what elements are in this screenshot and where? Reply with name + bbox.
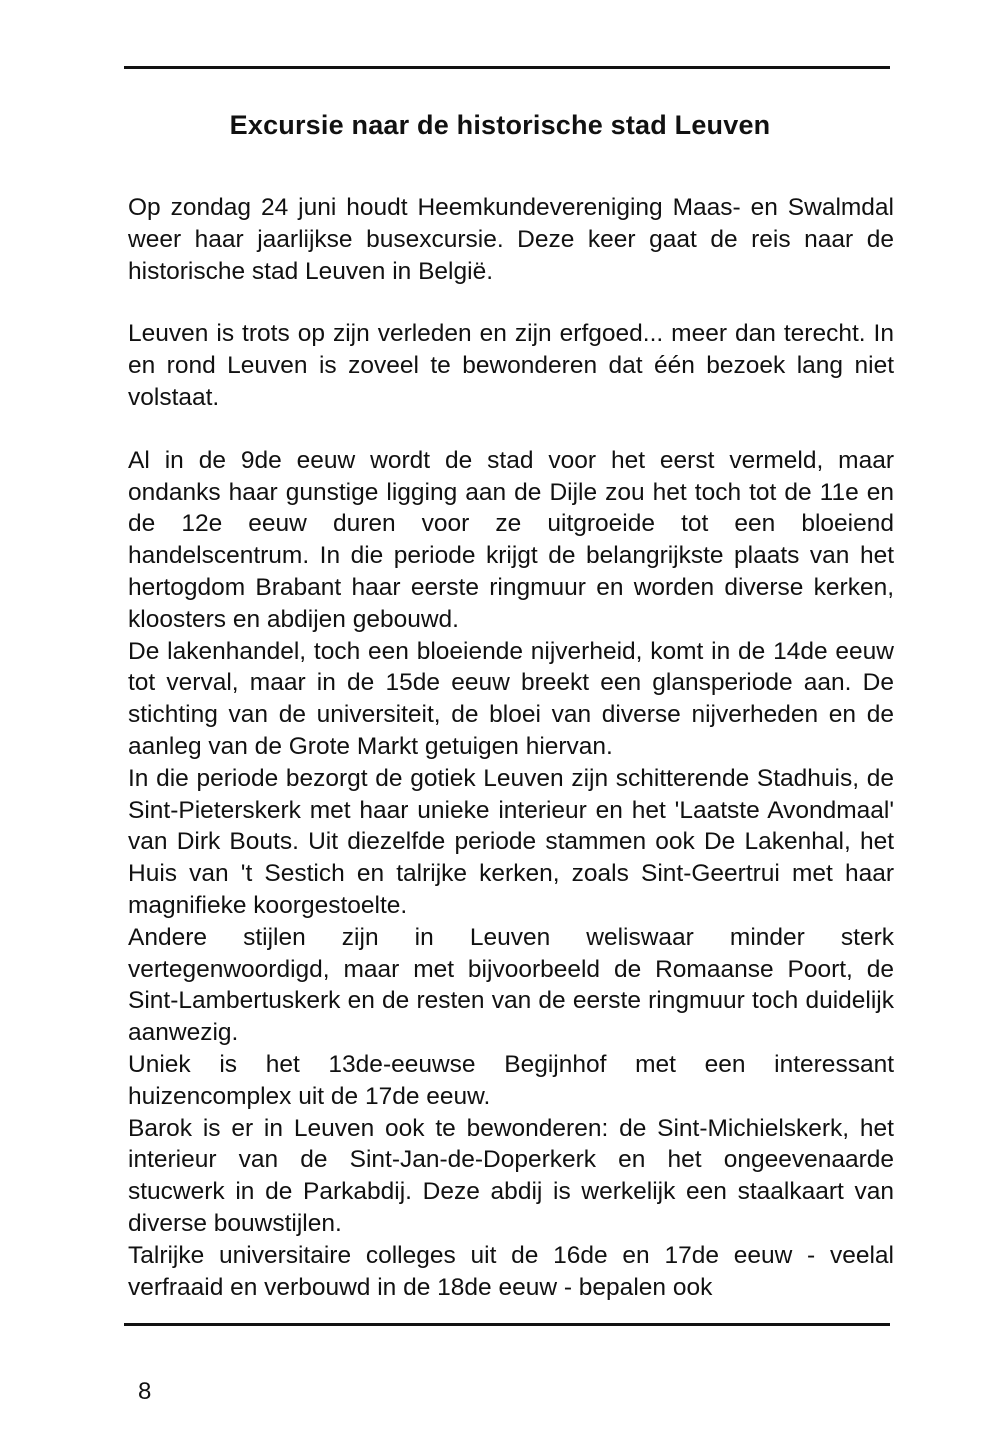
paragraph-begijnhof: Uniek is het 13de-eeuwse Begijnhof met een interessant huizencomplex uit de 17de eeuw.	[128, 1050, 894, 1110]
paragraph-cloth-trade: De lakenhandel, toch een bloeiende nijverheid, komt in de 14de eeuw tot verval, maar in de 15de eeuw breekt een glansperiode aan. De stichting van de universiteit, de bloei van diverse nijverheden en de aanleg van de Grote Markt getuigen hiervan.	[128, 637, 894, 760]
paragraph-history: Al in de 9de eeuw wordt de stad voor het eerst vermeld, maar ondanks haar gunstige ligging aan de Dijle zou het toch tot de 11e en de 12e eeuw duren voor ze uitgroeide tot een bloeiend handelscentrum. In die periode krijgt de belangrijkste plaats van het hertogdom Brabant haar eerste ringmuur en worden diverse kerken, kloosters en abdijen gebouwd.	[128, 446, 894, 633]
paragraph-colleges: Talrijke universitaire colleges uit de 16de en 17de eeuw - veelal verfraaid en verbouwd in de 18de eeuw - bepalen ook	[128, 1241, 894, 1301]
paragraph-intro: Op zondag 24 juni houdt Heemkundevereniging Maas- en Swalmdal weer haar jaarlijkse busexcursie. Deze keer gaat de reis naar de historische stad Leuven in België.	[128, 194, 894, 285]
article-title: Excursie naar de historische stad Leuven	[229, 110, 771, 141]
paragraph-heritage: Leuven is trots op zijn verleden en zijn erfgoed... meer dan terecht. In en rond Leuven is zoveel te bewonderen dat één bezoek lang niet volstaat.	[128, 320, 894, 411]
top-rule	[124, 66, 890, 69]
article-body	[128, 192, 894, 1303]
paragraph-baroque: Barok is er in Leuven ook te bewonderen: de Sint-Michielskerk, het interieur van de Sint-Jan-de-Doperkerk en het ongeevenaarde stucwerk in de Parkabdij. Deze abdij is werkelijk een staalkaart van diverse bouwstijlen.	[128, 1114, 894, 1237]
paragraph-gothic: In die periode bezorgt de gotiek Leuven zijn schitterende Stadhuis, de Sint-Pieterskerk met haar unieke interieur en het 'Laatste Avondmaal' van Dirk Bouts. Uit diezelfde periode stammen ook De Lakenhal, het Huis van 't Sestich en talrijke kerken, zoals Sint-Geertrui met haar magnifieke koorgestoelte.	[128, 764, 894, 919]
bottom-rule	[124, 1323, 890, 1326]
paragraph-other-styles: Andere stijlen zijn in Leuven weliswaar minder sterk vertegenwoordigd, maar met bijvoorbeeld de Romaanse Poort, de Sint-Lambertuskerk en de resten van de eerste ringmuur toch duidelijk aanwezig.	[128, 923, 894, 1047]
page-number: 8	[138, 1378, 152, 1405]
